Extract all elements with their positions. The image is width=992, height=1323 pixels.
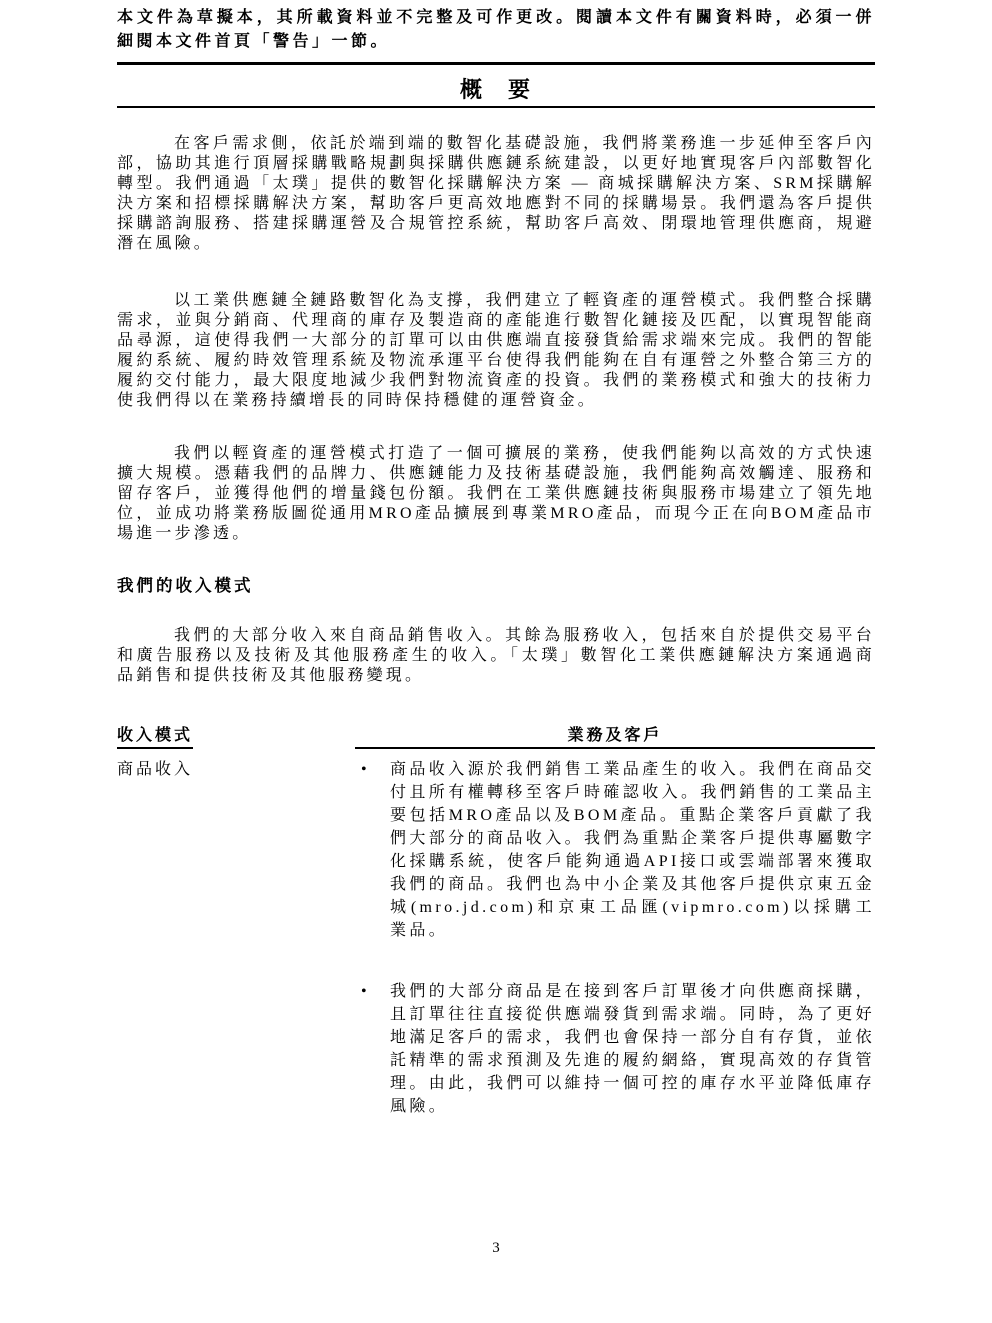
bullet-icon: • bbox=[361, 761, 367, 778]
summary-paragraph-1: 在客戶需求側，依託於端到端的數智化基礎設施，我們將業務進一步延伸至客戶內部，協助其進行頂層採購戰略規劃與採購供應鏈系統建設，以更好地實現客戶內部數智化轉型。我們通過「太璞」提供的數智化採購解決方案 — 商城採購解決方案、SRM採購解決方案和招標採購解決方案，幫助客戶更高效地應對不同的採購場景。我們還為客戶提供採購諮詢服務、搭建採購運營及合規管控系統，幫助客戶高效、閉環地管理供應商，規避潛在風險。 bbox=[117, 135, 875, 252]
bullet-icon: • bbox=[361, 983, 367, 1000]
revenue-model-table bbox=[117, 726, 875, 1118]
revenue-table-col1-header-cell bbox=[117, 726, 355, 749]
goods-revenue-details-cell bbox=[355, 758, 875, 1118]
table-row-goods-revenue bbox=[117, 758, 875, 1118]
page-title: 概 要 bbox=[459, 77, 532, 102]
list-item bbox=[355, 980, 875, 1118]
document-page bbox=[117, 0, 875, 1118]
list-item bbox=[355, 758, 875, 942]
revenue-model-intro: 我們的大部分收入來自商品銷售收入。其餘為服務收入，包括來自於提供交易平台和廣告服務以及技術及其他服務產生的收入。「太璞」數智化工業供應鏈解決方案通過商品銷售和提供技術及其他服務變現。 bbox=[117, 627, 875, 684]
goods-revenue-bullet-1: 商品收入源於我們銷售工業品產生的收入。我們在商品交付且所有權轉移至客戶時確認收入。我們銷售的工業品主要包括MRO產品以及BOM產品。重點企業客戶貢獻了我們大部分的商品收入。我們為重點企業客戶提供專屬數字化採購系統，使客戶能夠通過API接口或雲端部署來獲取我們的商品。我們也為中小企業及其他客戶提供京東五金城(mro.jd.com)和京東工品匯(vipmro.com)以採購工業品。 bbox=[390, 761, 876, 939]
col-header-business-and-customers: 業務及客戶 bbox=[355, 726, 875, 749]
draft-warning-notice: 本文件為草擬本，其所載資料並不完整及可作更改。閱讀本文件有關資料時，必須一併細閱本文件首頁「警告」一節。 bbox=[117, 9, 875, 50]
revenue-model-heading: 我們的收入模式 bbox=[117, 576, 254, 595]
title-top-rule bbox=[117, 62, 875, 65]
summary-paragraph-3: 我們以輕資產的運營模式打造了一個可擴展的業務，使我們能夠以高效的方式快速擴大規模。憑藉我們的品牌力、供應鏈能力及技術基礎設施，我們能夠高效觸達、服務和留存客戶，並獲得他們的增量錢包份額。我們在工業供應鏈技術與服務市場建立了領先地位，並成功將業務版圖從通用MRO產品擴展到專業MRO產品，而現今正在向BOM產品市場進一步滲透。 bbox=[117, 445, 875, 542]
row-label-goods-revenue: 商品收入 bbox=[117, 761, 194, 778]
revenue-table-header-row bbox=[117, 726, 875, 749]
summary-paragraph-2: 以工業供應鏈全鏈路數智化為支撐，我們建立了輕資產的運營模式。我們整合採購需求，並與分銷商、代理商的庫存及製造商的產能進行數智化鏈接及匹配，以實現智能商品尋源，這使得我們一大部分的訂單可以由供應端直接發貨給需求端來完成。我們的智能履約系統、履約時效管理系統及物流承運平台使得我們能夠在自有運營之外整合第三方的履約交付能力，最大限度地減少我們對物流資產的投資。我們的業務模式和強大的技術力使我們得以在業務持續增長的同時保持穩健的運營資金。 bbox=[117, 292, 875, 409]
col-header-revenue-model: 收入模式 bbox=[117, 726, 193, 749]
page-number: 3 bbox=[492, 1240, 500, 1256]
title-bottom-rule bbox=[117, 106, 875, 108]
goods-revenue-bullet-2: 我們的大部分商品是在接到客戶訂單後才向供應商採購，且訂單往往直接從供應端發貨到需求端。同時，為了更好地滿足客戶的需求，我們也會保持一部分自有存貨，並依託精準的需求預測及先進的履約網絡，實現高效的存貨管理。由此，我們可以維持一個可控的庫存水平並降低庫存風險。 bbox=[390, 983, 876, 1115]
